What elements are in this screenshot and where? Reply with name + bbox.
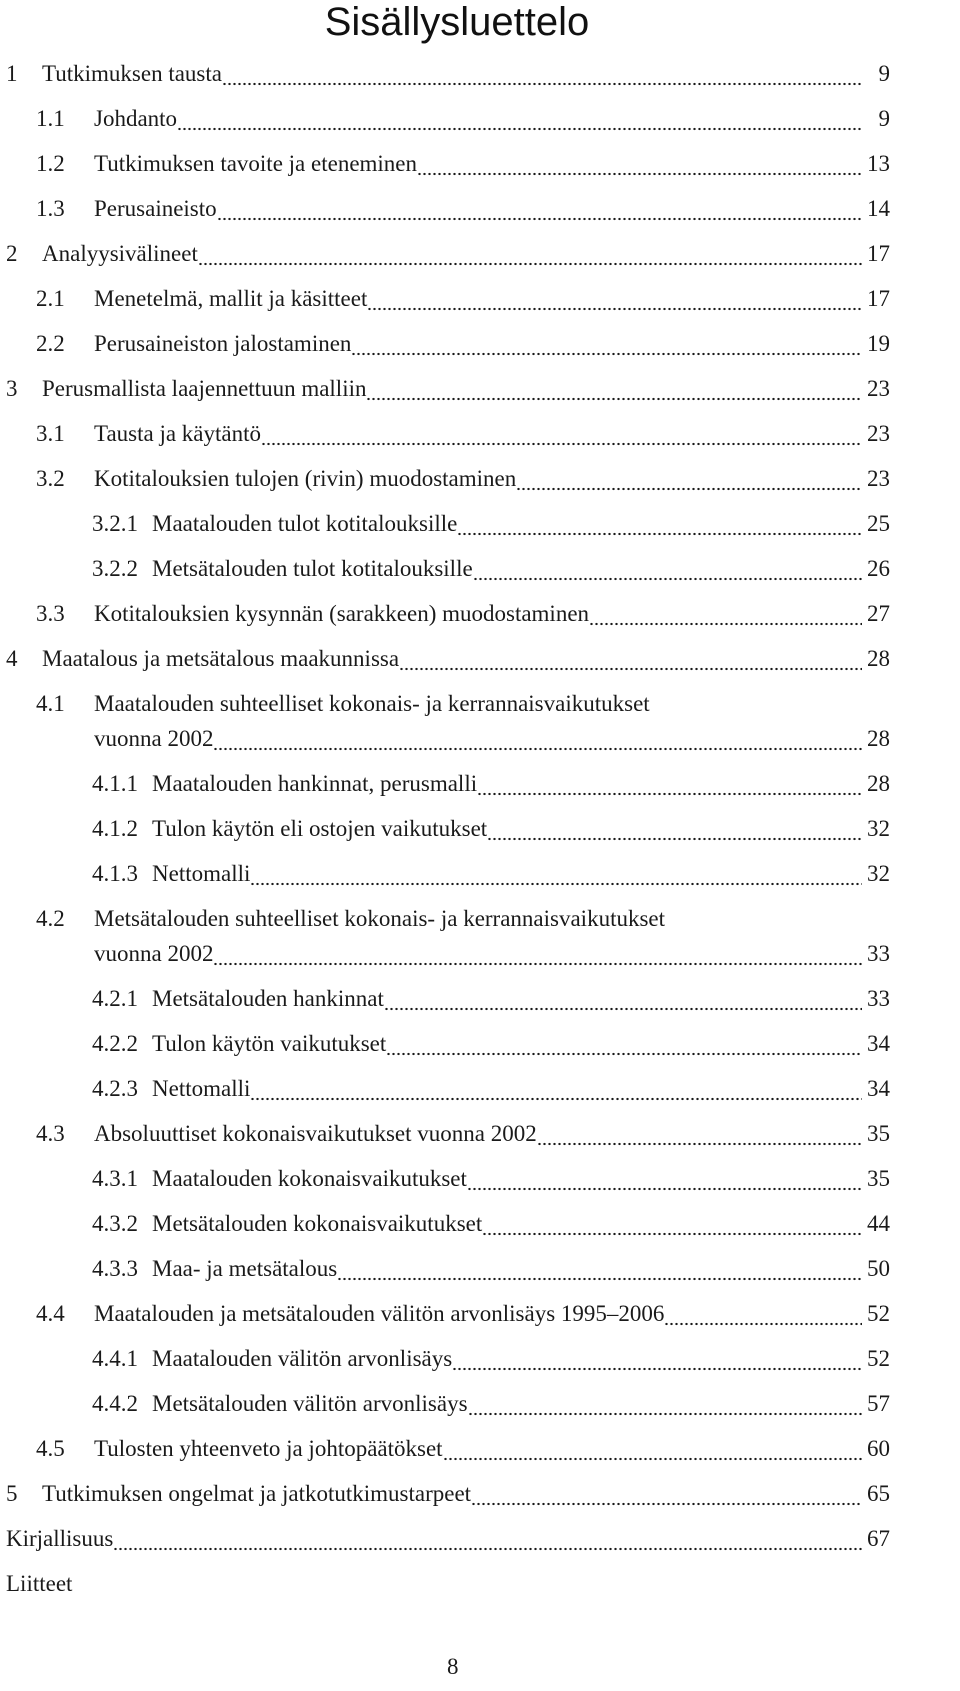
toc-entry[interactable] <box>6 1567 890 1601</box>
toc-entry-title: Perusaineisto <box>94 196 217 221</box>
toc-entry-title: Metsätalouden hankinnat <box>152 986 384 1011</box>
toc-entry[interactable] <box>92 1342 890 1376</box>
dot-leader <box>113 1522 862 1556</box>
toc-entry-page: 67 <box>867 1526 890 1551</box>
toc-entry-number: 1.2 <box>36 151 65 176</box>
toc-entry-page: 34 <box>867 1031 890 1056</box>
toc-entry[interactable] <box>92 812 890 846</box>
toc-entry-title: Tutkimuksen tavoite ja eteneminen <box>94 151 418 176</box>
toc-entry-page: 65 <box>867 1481 890 1506</box>
toc-entry[interactable] <box>92 857 890 891</box>
toc-entry[interactable] <box>6 237 890 271</box>
toc-entry-number: 1.3 <box>36 196 65 221</box>
toc-entry-page: 60 <box>867 1436 890 1461</box>
toc-entry-title: Metsätalouden tulot kotitalouksille <box>152 556 473 581</box>
dot-leader <box>477 767 862 801</box>
toc-entry-number: 4 <box>6 646 18 671</box>
toc-entry[interactable] <box>36 192 890 226</box>
toc-entry-page: 28 <box>867 771 890 796</box>
page-title: Sisällysluettelo <box>324 0 590 44</box>
dot-leader <box>482 1207 862 1241</box>
toc-entry[interactable] <box>36 902 890 936</box>
toc-entry-title: Metsätalouden välitön arvonlisäys <box>152 1391 468 1416</box>
toc-entry-page: 57 <box>867 1391 890 1416</box>
toc-entry-title: Tulosten yhteenveto ja johtopäätökset <box>94 1436 443 1461</box>
toc-entry-page: 27 <box>867 601 890 626</box>
toc-entry-title: Maatalouden suhteelliset kokonais- ja kerrannaisvaikutukset <box>94 691 650 716</box>
dot-leader <box>213 937 862 971</box>
dot-leader <box>399 642 862 676</box>
toc-entry-page: 32 <box>867 816 890 841</box>
toc-entry-number: 2.2 <box>36 331 65 356</box>
toc-entry-number: 1.1 <box>36 106 65 131</box>
toc-entry-title: Metsätalouden kokonaisvaikutukset <box>152 1211 483 1236</box>
toc-entry[interactable] <box>92 1027 890 1061</box>
toc-entry[interactable] <box>36 1117 890 1151</box>
toc-entry-title-cont: vuonna 2002 <box>94 726 214 751</box>
toc-entry-number: 4.1.3 <box>92 861 138 886</box>
dot-leader <box>589 597 862 631</box>
page-number: 8 <box>447 1654 459 1679</box>
toc-entry[interactable] <box>36 147 890 181</box>
toc-entry[interactable] <box>36 597 890 631</box>
toc-entry-page: 9 <box>878 106 890 131</box>
toc-entry[interactable] <box>6 642 890 676</box>
toc-entry-title: Maatalouden välitön arvonlisäys <box>152 1346 453 1371</box>
toc-entry-title: Tausta ja käytäntö <box>94 421 261 446</box>
dot-leader <box>198 237 862 271</box>
dot-leader <box>366 372 862 406</box>
toc-entry[interactable] <box>6 1522 890 1556</box>
dot-leader <box>384 982 862 1016</box>
toc-entry[interactable] <box>92 1207 890 1241</box>
toc-entry-title: Tulon käytön eli ostojen vaikutukset <box>152 816 488 841</box>
toc-entry-title: Perusaineiston jalostaminen <box>94 331 352 356</box>
toc-entry[interactable] <box>36 687 890 721</box>
toc-entry-title: Analyysivälineet <box>42 241 198 266</box>
toc-entry[interactable] <box>92 507 890 541</box>
toc-entry-number: 3 <box>6 376 18 401</box>
toc-entry[interactable] <box>6 372 890 406</box>
toc-entry-page: 32 <box>867 861 890 886</box>
dot-leader <box>467 1162 862 1196</box>
toc-entry-number: 4.2 <box>36 906 65 931</box>
toc-entry-number: 4.1.1 <box>92 771 138 796</box>
toc-entry-page: 23 <box>867 376 890 401</box>
toc-entry-page: 35 <box>867 1166 890 1191</box>
toc-entry-number: 2.1 <box>36 286 65 311</box>
toc-entry-title: Tutkimuksen tausta <box>42 61 222 86</box>
toc-entry[interactable] <box>36 1297 890 1331</box>
toc-entry-number: 4.3.2 <box>92 1211 138 1236</box>
dot-leader <box>250 857 862 891</box>
toc-entry-number: 4.3.1 <box>92 1166 138 1191</box>
toc-entry[interactable] <box>92 1162 890 1196</box>
toc-entry-number: 4.1 <box>36 691 65 716</box>
toc-entry[interactable] <box>92 1072 890 1106</box>
toc-entry[interactable] <box>36 327 890 361</box>
toc-entry-page: 26 <box>867 556 890 581</box>
toc-entry-number: 4.4 <box>36 1301 65 1326</box>
toc-entry-title: Kotitalouksien tulojen (rivin) muodostaminen <box>94 466 517 491</box>
dot-leader <box>217 192 862 226</box>
toc-entry-number: 5 <box>6 1481 18 1506</box>
toc-entry-number: 4.5 <box>36 1436 65 1461</box>
dot-leader <box>386 1027 862 1061</box>
dot-leader <box>337 1252 862 1286</box>
toc-entry-page: 34 <box>867 1076 890 1101</box>
toc-entry-page: 14 <box>867 196 890 221</box>
dot-leader <box>261 417 862 451</box>
toc-entry-page: 50 <box>867 1256 890 1281</box>
toc-entry-title: Absoluuttiset kokonaisvaikutukset vuonna 2002 <box>94 1121 537 1146</box>
toc-entry-number: 4.3.3 <box>92 1256 138 1281</box>
toc-entry-title-cont: vuonna 2002 <box>94 941 214 966</box>
toc-entry[interactable] <box>36 417 890 451</box>
toc-entry-title: Metsätalouden suhteelliset kokonais- ja kerrannaisvaikutukset <box>94 906 666 931</box>
dot-leader <box>537 1117 862 1151</box>
toc-entry[interactable] <box>36 282 890 316</box>
dot-leader <box>468 1387 862 1421</box>
toc-entry-continuation[interactable] <box>94 937 890 971</box>
toc-entry-title: Tulon käytön vaikutukset <box>152 1031 387 1056</box>
toc-entry-title: Johdanto <box>94 106 178 131</box>
dot-leader <box>213 722 862 756</box>
dot-leader <box>222 57 862 91</box>
toc-entry-page: 35 <box>867 1121 890 1146</box>
toc-entry-page: 33 <box>867 986 890 1011</box>
toc-entry-page: 17 <box>867 241 890 266</box>
toc-entry-number: 4.2.2 <box>92 1031 138 1056</box>
toc-entry-title: Nettomalli <box>152 1076 251 1101</box>
dot-leader <box>457 507 862 541</box>
dot-leader <box>471 1477 862 1511</box>
toc-entry-page: 25 <box>867 511 890 536</box>
toc-entry-page: 33 <box>867 941 890 966</box>
dot-leader <box>516 462 862 496</box>
toc-entry-number: 3.1 <box>36 421 65 446</box>
toc-entry-title: Maatalous ja metsätalous maakunnissa <box>42 646 400 671</box>
toc-entry-title: Tutkimuksen ongelmat ja jatkotutkimustarpeet <box>42 1481 472 1506</box>
toc-entry-number: 4.4.1 <box>92 1346 138 1371</box>
toc-entry-page: 13 <box>867 151 890 176</box>
toc-entry-title: Nettomalli <box>152 861 251 886</box>
toc-entry[interactable] <box>92 552 890 586</box>
toc-entry-page: 28 <box>867 646 890 671</box>
toc-entry-number: 3.2.2 <box>92 556 138 581</box>
toc-entry-number: 2 <box>6 241 18 266</box>
toc-entry-title: Maatalouden ja metsätalouden välitön arvonlisäys 1995–2006 <box>94 1301 665 1326</box>
toc-entry-continuation[interactable] <box>94 722 890 756</box>
toc-entry-title: Kotitalouksien kysynnän (sarakkeen) muodostaminen <box>94 601 590 626</box>
toc-entry-page: 52 <box>867 1346 890 1371</box>
toc-entry-title: Menetelmä, mallit ja käsitteet <box>94 286 368 311</box>
toc-entry-title: Perusmallista laajennettuun malliin <box>42 376 367 401</box>
toc-entry-title: Liitteet <box>6 1571 73 1596</box>
toc-entry-page: 9 <box>878 61 890 86</box>
toc-entry-number: 4.4.2 <box>92 1391 138 1416</box>
dot-leader <box>367 282 862 316</box>
toc-entry-page: 52 <box>867 1301 890 1326</box>
toc-entry[interactable] <box>92 767 890 801</box>
toc-entry-title: Maatalouden tulot kotitalouksille <box>152 511 458 536</box>
dot-leader <box>177 102 862 136</box>
toc-entry-page: 19 <box>867 331 890 356</box>
toc-entry-title: Maa- ja metsätalous <box>152 1256 338 1281</box>
toc-entry-page: 17 <box>867 286 890 311</box>
toc-entry[interactable] <box>92 1252 890 1286</box>
toc-entry[interactable] <box>36 462 890 496</box>
dot-leader <box>473 552 862 586</box>
toc-entry-number: 4.2.1 <box>92 986 138 1011</box>
toc-entry-page: 28 <box>867 726 890 751</box>
toc-entry[interactable] <box>36 1432 890 1466</box>
toc-entry[interactable] <box>92 982 890 1016</box>
toc-entry-page: 23 <box>867 421 890 446</box>
toc-entry-number: 4.2.3 <box>92 1076 138 1101</box>
toc-entry-number: 4.1.2 <box>92 816 138 841</box>
toc-entry-number: 4.3 <box>36 1121 65 1146</box>
toc-entry[interactable] <box>36 102 890 136</box>
toc-entry-number: 1 <box>6 61 18 86</box>
dot-leader <box>250 1072 862 1106</box>
toc-entry-title: Kirjallisuus <box>6 1526 114 1551</box>
toc-entry-number: 3.2 <box>36 466 65 491</box>
toc-entry[interactable] <box>6 1477 890 1511</box>
toc-entry-page: 23 <box>867 466 890 491</box>
toc-entry-number: 3.2.1 <box>92 511 138 536</box>
toc-entry[interactable] <box>92 1387 890 1421</box>
toc-entry-title: Maatalouden kokonaisvaikutukset <box>152 1166 467 1191</box>
dot-leader <box>417 147 862 181</box>
toc-entry-title: Maatalouden hankinnat, perusmalli <box>152 771 478 796</box>
dot-leader <box>443 1432 862 1466</box>
toc-entry-page: 44 <box>867 1211 890 1236</box>
dot-leader <box>452 1342 862 1376</box>
dot-leader <box>487 812 862 846</box>
toc-entry-number: 3.3 <box>36 601 65 626</box>
dot-leader <box>351 327 862 361</box>
toc-entry[interactable] <box>6 57 890 91</box>
dot-leader <box>664 1297 862 1331</box>
